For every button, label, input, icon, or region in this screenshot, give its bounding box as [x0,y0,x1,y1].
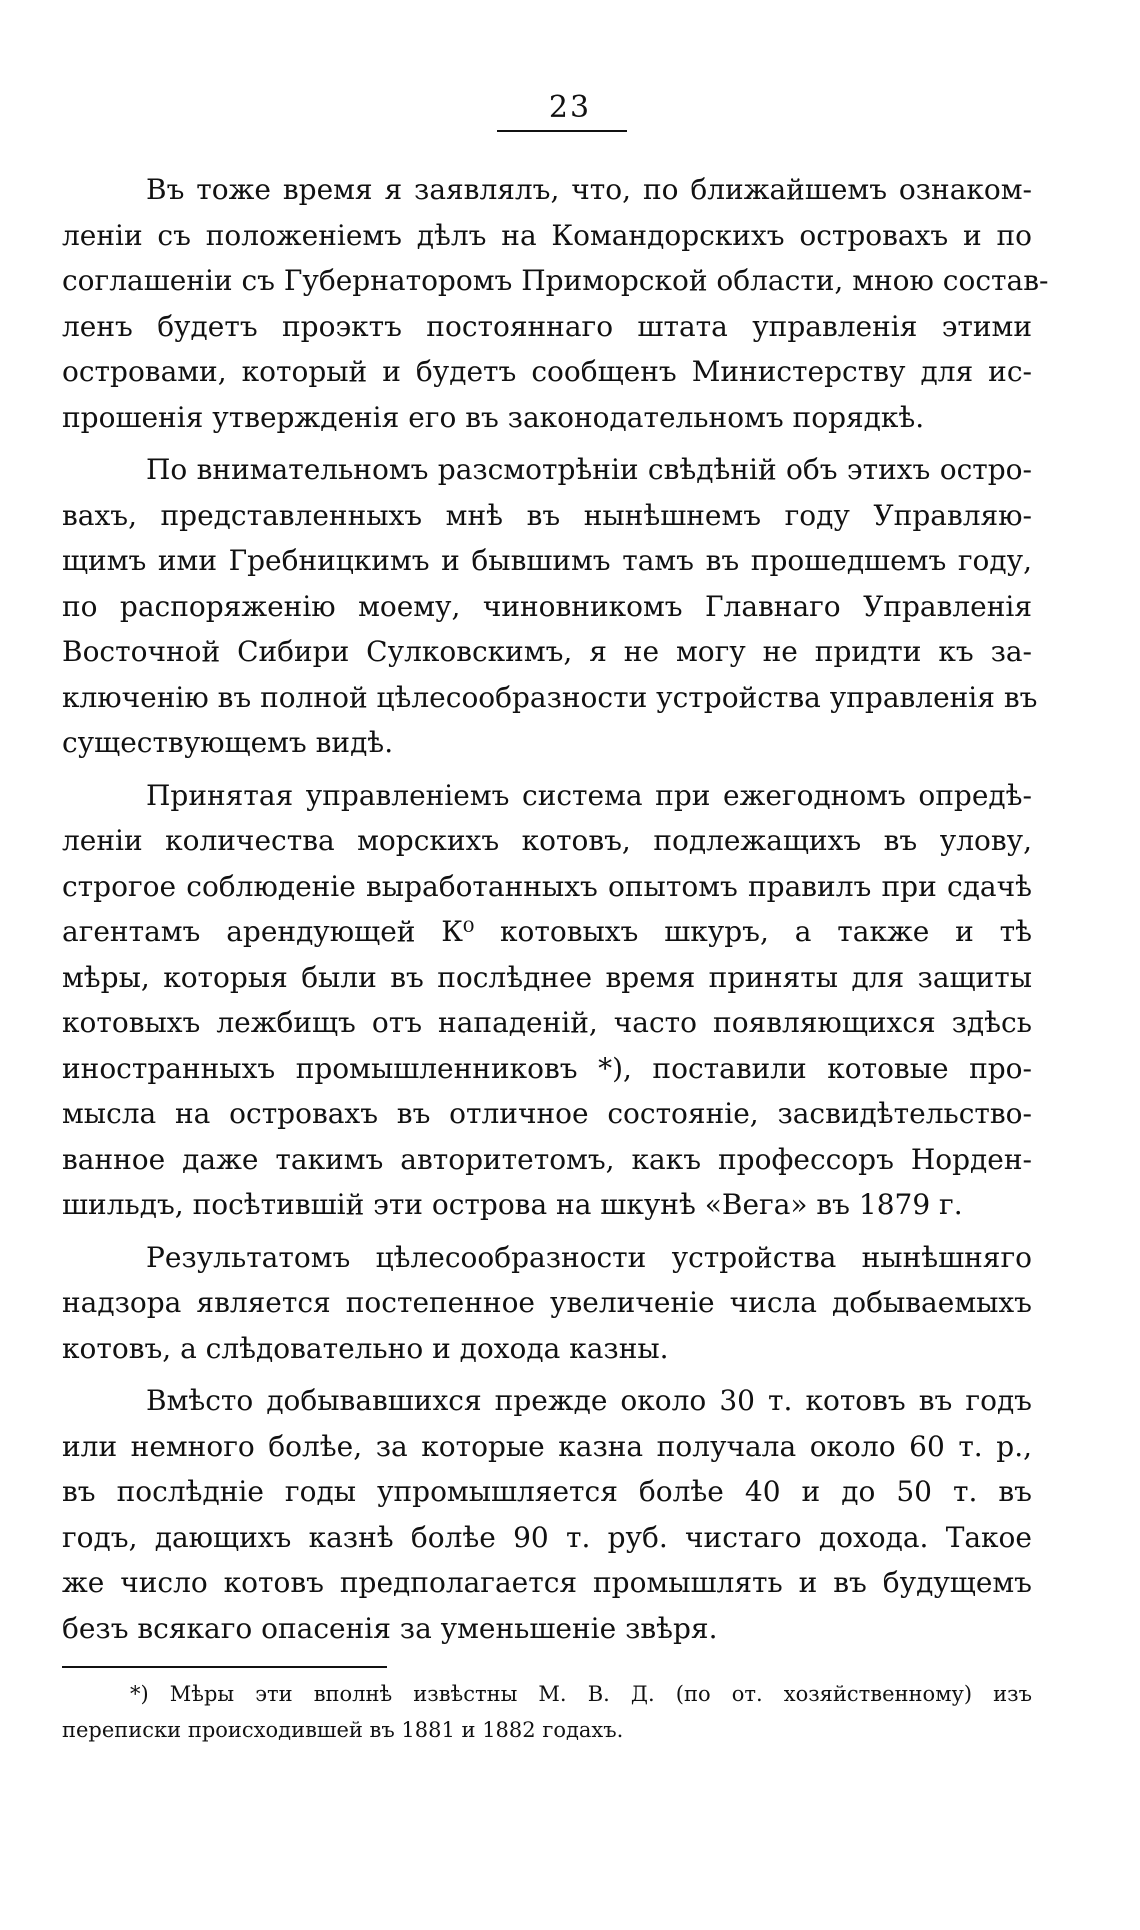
text-line: по распоряженію моему, чиновникомъ Главнаго Управленія [62,589,1032,623]
text-line: прошенія утвержденія его въ законодательномъ порядкѣ. [62,400,925,434]
text-line: Принятая управленіемъ система при ежегодномъ опредѣ- [146,778,1032,812]
footnote [62,1676,1032,1748]
footnote-line: *) Мѣры эти вполнѣ извѣстны М. В. Д. (по от. хозяйственному) изъ [130,1682,1032,1706]
text-line: надзора является постепенное увеличеніе числа добываемыхъ [62,1286,1032,1319]
text-line: островами, который и будетъ сообщенъ Министерству для ис- [62,355,1032,388]
text-line: вахъ, представленныхъ мнѣ въ нынѣшнемъ году Управляю- [62,498,1032,532]
text-line: мѣры, которыя были въ послѣднее время приняты для защиты [62,960,1032,994]
text-line: шильдъ, посѣтившій эти острова на шкунѣ «Вега» въ 1879 г. [62,1188,963,1221]
text-line: щимъ ими Гребницкимъ и бывшимъ тамъ въ прошедшемъ году, [62,544,1032,577]
text-line: строгое соблюденіе выработанныхъ опытомъ правилъ при сдачѣ [62,869,1032,903]
paragraph-2 [62,447,1038,766]
text-line: котовыхъ лежбищъ отъ нападеній, часто появляющихся здѣсь [62,1006,1032,1039]
text-line: въ послѣдніе годы упромышляется болѣе 40 и до 50 т. въ [62,1475,1032,1508]
text-line: безъ всякаго опасенія за уменьшеніе звѣря. [62,1611,718,1645]
text-line: леніи количества морскихъ котовъ, подлежащихъ въ улову, [62,824,1032,857]
text-line: Вмѣсто добывавшихся прежде около 30 т. котовъ въ годъ [146,1384,1032,1417]
page-number: 23 [0,90,1140,126]
text-line: мысла на островахъ въ отличное состояніе, засвидѣтельство- [62,1097,1032,1130]
text-line: или немного болѣе, за которые казна получала около 60 т. р., [62,1429,1032,1463]
text-line: Въ тоже время я заявлялъ, что, по ближайшемъ ознаком- [146,173,1032,206]
paragraph-gap [62,766,1032,773]
footnote-line: переписки происходившей въ 1881 и 1882 годахъ. [62,1718,624,1742]
text-line: ванное даже такимъ авторитетомъ, какъ профессоръ Норден- [62,1142,1032,1176]
paragraph-5 [62,1378,1032,1651]
body-text [62,167,1049,1651]
footnote-divider [62,1666,387,1668]
paragraph-4 [62,1235,1032,1372]
text-line: иностранныхъ промышленниковъ *), поставили котовые про- [62,1051,1032,1085]
text-line: котовъ, а слѣдовательно и дохода казны. [62,1331,669,1365]
paragraph-gap [62,440,1032,447]
paragraph-gap [62,1371,1032,1378]
paragraph-3 [62,773,1032,1228]
paragraph-1 [62,167,1049,440]
text-line: Результатомъ цѣлесообразности устройства нынѣшняго [146,1240,1032,1274]
text-line: По внимательномъ разсмотрѣніи свѣдѣній объ этихъ остро- [146,453,1032,486]
text-line: соглашеніи съ Губернаторомъ Приморской области, мною состав- [62,264,1049,297]
text-line: агентамъ арендующей К⁰ котовыхъ шкуръ, а также и тѣ [62,915,1032,948]
text-line: годъ, дающихъ казнѣ болѣе 90 т. руб. чистаго дохода. Такое [62,1520,1032,1554]
text-line: леніи съ положеніемъ дѣлъ на Командорскихъ островахъ и по [62,218,1032,252]
text-line: ленъ будетъ проэктъ постояннаго штата управленія этими [62,309,1032,343]
text-line: ключенію въ полной цѣлесообразности устройства управленія въ [62,680,1038,714]
paragraph-gap [62,1228,1032,1235]
text-line: же число котовъ предполагается промышлять и въ будущемъ [62,1566,1032,1599]
text-line: существующемъ видѣ. [62,726,394,759]
text-line: Восточной Сибири Сулковскимъ, я не могу не придти къ за- [62,635,1032,668]
